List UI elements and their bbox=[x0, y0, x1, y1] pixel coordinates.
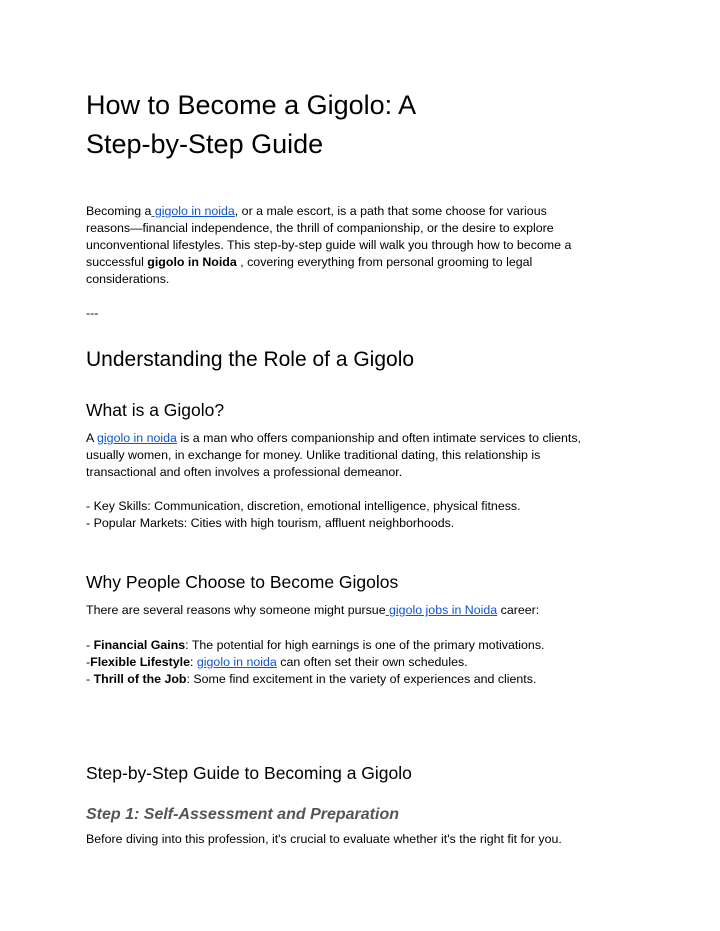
gigolo-in-noida-link[interactable]: gigolo in noida bbox=[196, 655, 277, 669]
reasons-text: career: bbox=[497, 603, 540, 617]
list-dash: - bbox=[86, 672, 94, 686]
intro-paragraph-line-1 bbox=[86, 203, 547, 220]
intro-paragraph-line-5: considerations. bbox=[86, 272, 170, 286]
list-item-flexible-lifestyle bbox=[86, 654, 468, 671]
list-text: can often set their own schedules. bbox=[276, 655, 468, 669]
list-item-financial-gains bbox=[86, 637, 544, 654]
intro-text: Becoming a bbox=[86, 204, 152, 218]
bold-keyword: gigolo in Noida bbox=[147, 255, 237, 269]
intro-text: , or a male escort, is a path that some choose for various bbox=[234, 204, 547, 218]
section-heading-step-guide: Step-by-Step Guide to Becoming a Gigolo bbox=[86, 763, 412, 783]
reasons-text: There are several reasons why someone might pursue bbox=[86, 603, 386, 617]
list-text: : The potential for high earnings is one of the primary motivations. bbox=[185, 638, 545, 652]
list-item-popular-markets: - Popular Markets: Cities with high tourism, affluent neighborhoods. bbox=[86, 516, 455, 530]
intro-text: , covering everything from personal grooming to legal bbox=[236, 255, 533, 269]
intro-paragraph-line-2: reasons—financial independence, the thrill of companionship, or the desire to explore bbox=[86, 221, 554, 235]
sub-heading-what-is: What is a Gigolo? bbox=[86, 400, 225, 420]
definition-line-2: usually women, in exchange for money. Unlike traditional dating, this relationship is bbox=[86, 448, 541, 462]
list-dash: - bbox=[86, 655, 91, 669]
bold-keyword: Financial Gains bbox=[93, 638, 186, 652]
bold-keyword: Thrill of the Job bbox=[93, 672, 187, 686]
list-dash: - bbox=[86, 638, 94, 652]
list-text: : bbox=[190, 655, 197, 669]
definition-line-1 bbox=[86, 430, 581, 447]
page-title-line-2: Step-by-Step Guide bbox=[86, 129, 324, 159]
gigolo-jobs-in-noida-link[interactable]: gigolo jobs in Noida bbox=[385, 603, 498, 617]
section-heading-why: Why People Choose to Become Gigolos bbox=[86, 572, 399, 592]
section-heading-role: Understanding the Role of a Gigolo bbox=[86, 348, 415, 371]
reasons-intro bbox=[86, 602, 539, 619]
intro-paragraph-line-4 bbox=[86, 254, 532, 271]
definition-text: A bbox=[86, 431, 98, 445]
list-item-key-skills: - Key Skills: Communication, discretion, emotional intelligence, physical fitness. bbox=[86, 499, 521, 513]
list-item-thrill-of-job bbox=[86, 671, 536, 688]
gigolo-in-noida-link[interactable]: gigolo in noida bbox=[151, 204, 235, 218]
definition-line-3: transactional and often involves a professional demeanor. bbox=[86, 465, 403, 479]
step-1-text: Before diving into this profession, it's crucial to evaluate whether it's the right fit for you. bbox=[86, 832, 562, 846]
intro-paragraph-line-3: unconventional lifestyles. This step-by-step guide will walk you through how to become a bbox=[86, 238, 572, 252]
gigolo-in-noida-link[interactable]: gigolo in noida bbox=[97, 431, 177, 445]
bold-keyword: Flexible Lifestyle bbox=[90, 655, 190, 669]
definition-text: is a man who offers companionship and often intimate services to clients, bbox=[176, 431, 582, 445]
step-1-heading: Step 1: Self-Assessment and Preparation bbox=[86, 806, 399, 823]
intro-text: successful bbox=[86, 255, 148, 269]
page-title-line-1: How to Become a Gigolo: A bbox=[86, 90, 417, 120]
list-text: : Some find excitement in the variety of experiences and clients. bbox=[186, 672, 537, 686]
separator: --- bbox=[86, 306, 99, 320]
